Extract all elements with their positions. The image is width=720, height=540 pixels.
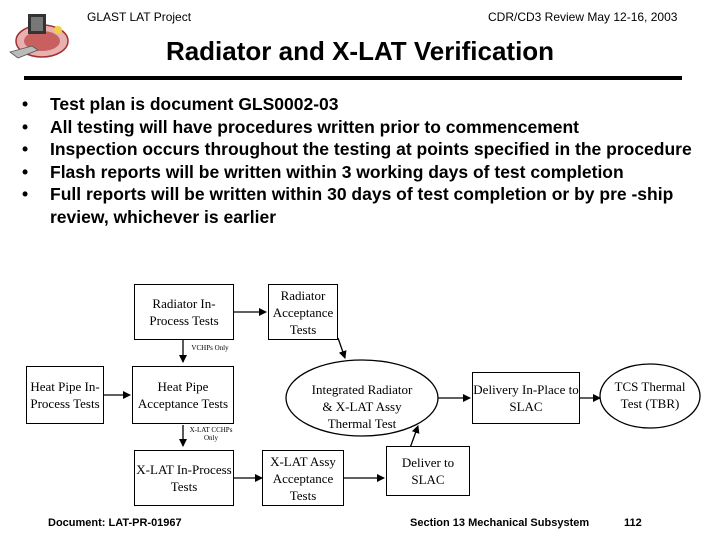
review-label: CDR/CD3 Review May 12-16, 2003 (488, 10, 678, 24)
delivery-inplace-box: Delivery In-Place to SLAC (472, 372, 580, 424)
footer-section: Section 13 Mechanical Subsystem (410, 517, 590, 529)
bullet-text: Full reports will be written within 30 days of test completion or by pre -ship review, whichever is earlier (50, 184, 674, 227)
project-name: GLAST LAT Project (87, 10, 192, 24)
integrated-thermal-label: Integrated Radiator & X-LAT Assy Thermal Test (311, 381, 413, 431)
bullet-icon: • (22, 116, 29, 137)
radiator-inprocess-box: Radiator In-Process Tests (134, 284, 234, 340)
deliver-slac-box: Deliver to SLAC (386, 446, 470, 496)
bullet-icon: • (22, 184, 29, 204)
bullet-text: Flash reports will be written within 3 working days of test completion (50, 161, 624, 182)
page-number: 112 (624, 517, 642, 529)
bullet-icon: • (22, 94, 29, 114)
heat-pipe-acceptance-box: Heat Pipe Acceptance Tests (132, 366, 234, 424)
tcs-thermal-label: TCS Thermal Test (TBR) (614, 379, 686, 411)
bullet-text: Inspection occurs throughout the testing at points specified in the procedure (50, 139, 692, 159)
bullet-text: All testing will have procedures written prior to commencement (50, 116, 579, 137)
footer-document: Document: LAT-PR-01967 (48, 517, 182, 529)
slide-title: Radiator and X-LAT Verification (165, 36, 555, 66)
xlat-cchps-only-note: X-LAT CCHPs Only (189, 426, 233, 442)
bullet-icon: • (22, 161, 29, 182)
bullet-text: Test plan is document GLS0002-03 (50, 94, 339, 114)
connector-acceptance-to-integrated (338, 338, 345, 358)
radiator-acceptance-box: Radiator Acceptance Tests (268, 284, 338, 340)
xlat-inprocess-box: X-LAT In-Process Tests (134, 450, 234, 506)
heat-pipe-inprocess-box: Heat Pipe In-Process Tests (26, 366, 104, 424)
vchps-only-note: VCHPs Only (191, 344, 229, 352)
xlat-assy-acceptance-box: X-LAT Assy Acceptance Tests (262, 450, 344, 506)
bullet-icon: • (22, 139, 29, 159)
